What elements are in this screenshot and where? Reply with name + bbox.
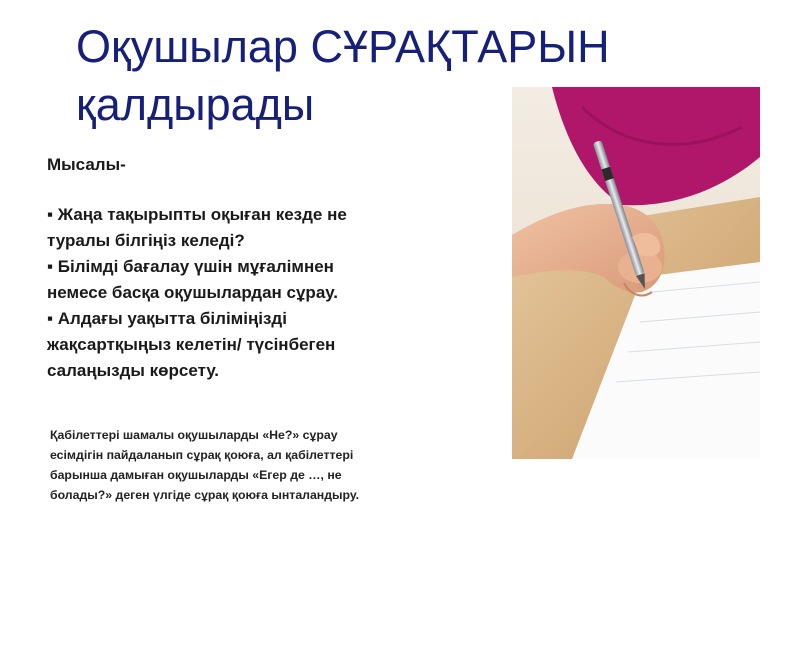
examples-heading: Мысалы- — [47, 155, 126, 174]
example-item-2-line-1: ▪ Білімді бағалау үшін мұғалімнен — [47, 257, 334, 276]
teacher-note-line-4: болады?» деген үлгіде сұрақ қоюға ынталандыру. — [50, 488, 360, 502]
example-item-2-line-2: немесе басқа оқушылардан сұрау. — [47, 283, 338, 302]
teacher-note-line-1: Қабілеттері шамалы оқушыларды «Не?» сұрау — [50, 428, 338, 442]
teacher-note-line-3: барынша дамыған оқушыларды «Егер де …, не — [50, 468, 342, 482]
teacher-note-line-2: есімдігін пайдаланып сұрақ қоюға, ал қабілеттері — [50, 448, 354, 462]
example-item-3-line-1: ▪ Алдағы уақытта біліміңізді — [47, 309, 287, 328]
example-item-3-line-2: жақсартқыңыз келетін/ түсінбеген — [47, 335, 336, 354]
hand-writing-photo — [512, 87, 760, 459]
examples-block — [47, 152, 467, 384]
slide-title-line-2: қалдырады — [76, 79, 315, 130]
slide-title-line-1: Оқушылар СҰРАҚТАРЫН — [76, 21, 610, 72]
example-item-1-line-2: туралы білгіңіз келеді? — [47, 231, 245, 250]
teacher-note — [50, 425, 450, 505]
example-item-1-line-1: ▪ Жаңа тақырыпты оқыған кезде не — [47, 205, 347, 224]
example-item-3-line-3: салаңызды көрсету. — [47, 361, 220, 380]
